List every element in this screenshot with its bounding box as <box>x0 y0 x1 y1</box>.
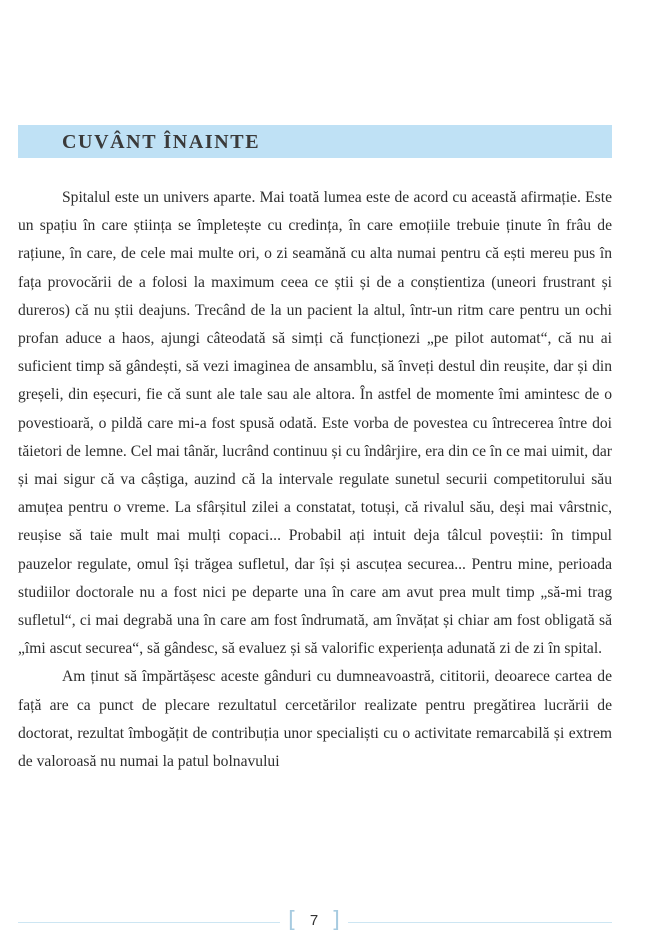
footer-divider-left <box>18 922 280 923</box>
page-number: 7 <box>309 912 319 929</box>
body-text <box>18 184 612 776</box>
footer-divider-right <box>348 922 612 923</box>
paragraph-2: Am ținut să împărtășesc aceste gânduri cu dumneavoastră, cititorii, deoarece cartea de față are ca punct de plecare rezultatul cercetărilor realizate pentru pregătirea lucrării de doctorat, rezultat îmbogățit de contribuția unor specialiști cu o activitate remarcabilă și extrem de valoroasă nu numai la patul bolnavului <box>18 668 612 771</box>
paragraph-1: Spitalul este un univers aparte. Mai toată lumea este de acord cu această afirmație. Este un spațiu în care știința se împletește cu credința, în care emoțiile trebuie ținute în frâu de rațiune, în care, de cele mai multe ori, o zi seamănă cu alta numai pentru că ești mereu pus în fața provocării de a folosi la maximum ceea ce știi și de a conștientiza (uneori frustrant și dureros) că nu știi deajuns. Trecând de la un pacient la altul, într-un ritm care pentru un ochi profan aduce a haos, ajungi câteodată să simți că funcționezi „pe pilot automat“, că nu ai suficient timp să gândești, să vezi imaginea de ansamblu, să înveți destul din reușite, dar și din greșeli, din eșecuri, fie că sunt ale tale sau ale altora. În astfel de momente îmi amintesc de o povestioară, o pildă care mi-a fost spusă odată. Este vorba de povestea cu întrecerea între doi tăietori de lemne. Cel mai tânăr, lucrând continuu și cu îndârjire, era din ce în ce mai uimit, dar și mai sigur că va câștiga, auzind că la intervale regulate sunetul securii competitorului său amuțea pentru o vreme. La sfârșitul zilei a constatat, totuși, că rivalul său, deși mai vârstnic, reușise să taie mult mai mulți copaci... Probabil ați intuit deja tâlcul poveștii: în timpul pauzelor regulate, omul își trăgea sufletul, dar își și ascuțea securea... Pentru mine, perioada studiilor doctorale nu a fost nici pe departe una în care am avut prea mult timp „să-mi trag sufletul“, ci mai degrabă una în care am fost îndrumată, am învățat și chiar am fost obligată să „îmi ascut securea“, să gândesc, să evaluez și să valorific experiența adunată zi de zi în spital. <box>18 189 612 658</box>
right-bracket-icon: ] <box>331 908 340 933</box>
section-title: CUVÂNT ÎNAINTE <box>62 131 261 153</box>
left-bracket-icon: [ <box>288 908 297 933</box>
page-number-box <box>288 910 340 934</box>
section-heading-bar <box>18 125 612 158</box>
